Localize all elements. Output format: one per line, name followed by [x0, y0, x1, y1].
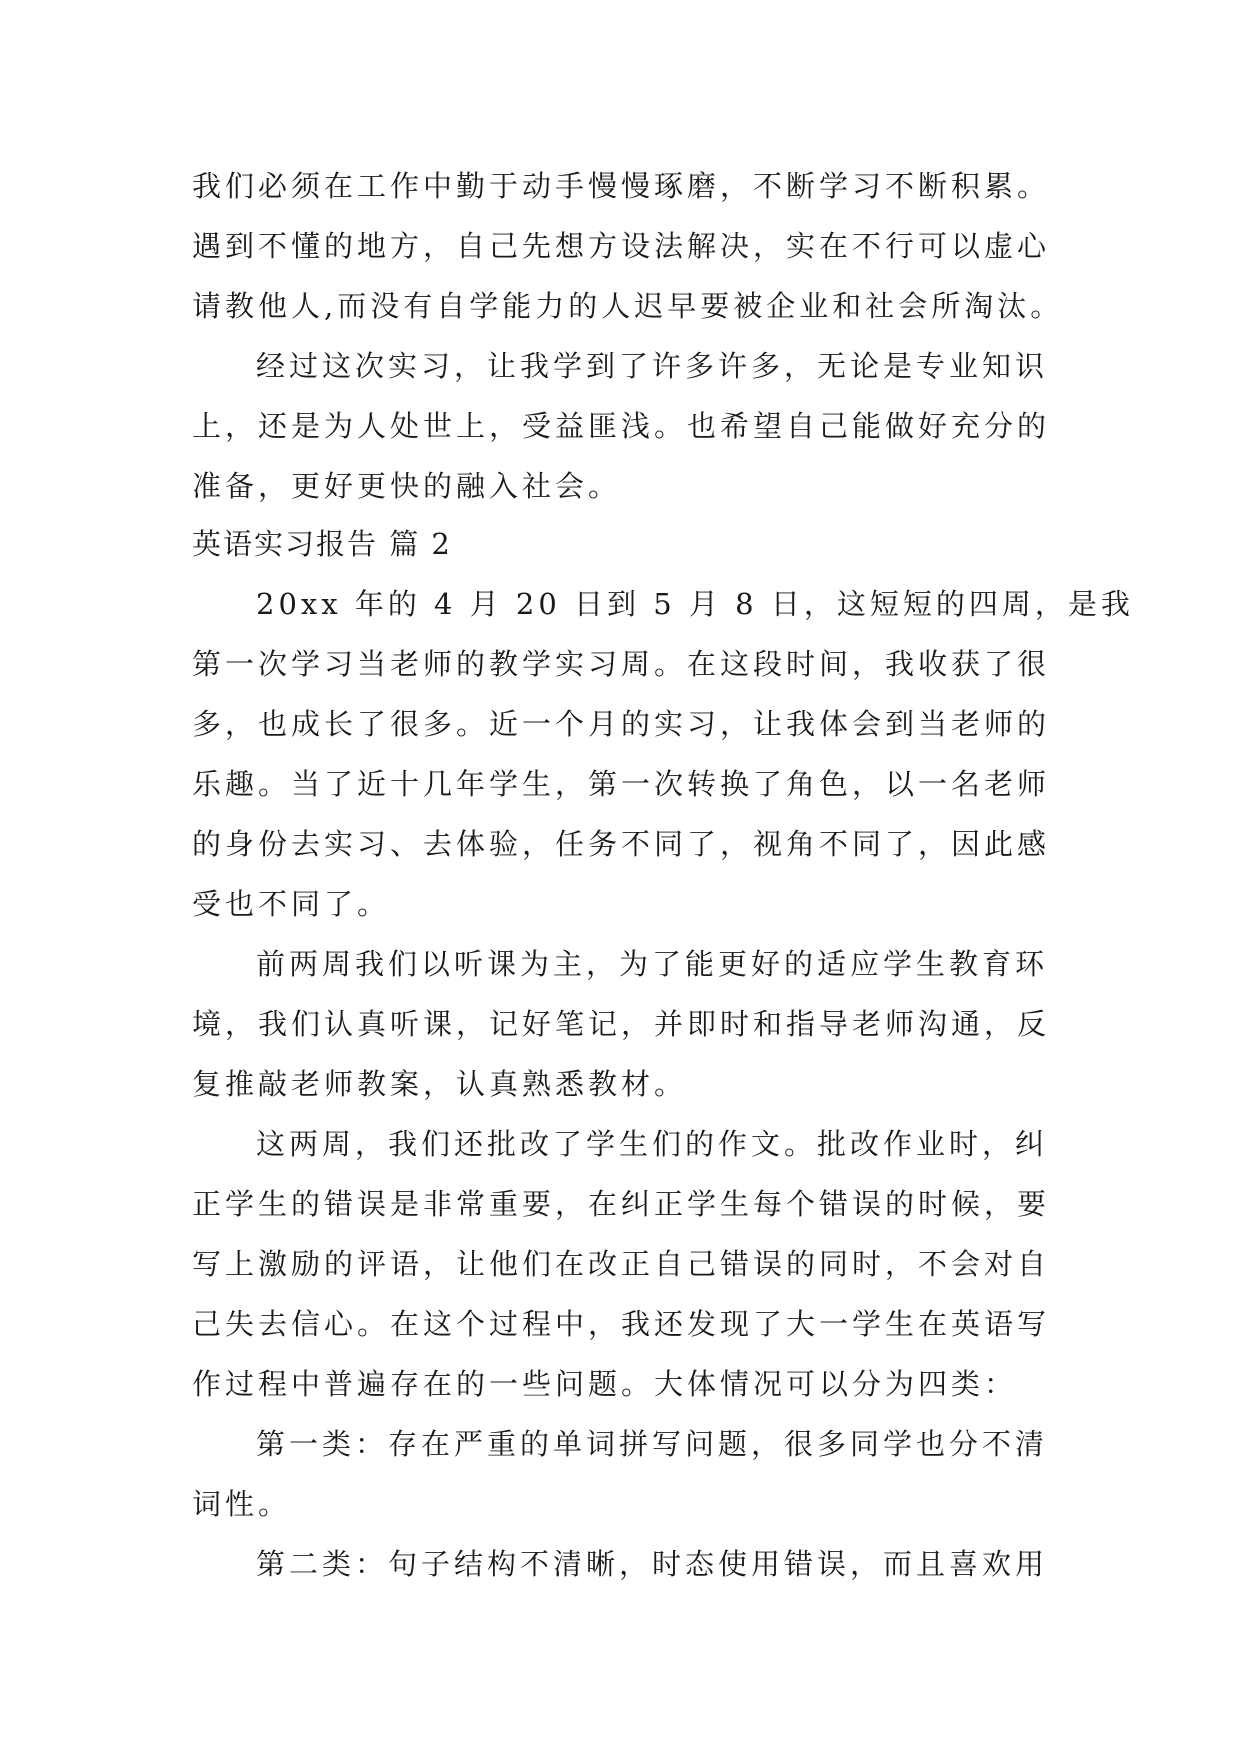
text-line: 受也不同了。: [192, 887, 391, 921]
paragraph-start-line: 经过这次实习，让我学到了许多许多，无论是专业知识: [256, 349, 1049, 383]
paragraph-start-line: 第一类：存在严重的单词拼写问题，很多同学也分不清: [256, 1427, 1049, 1461]
paragraph-start-line: 这两周，我们还批改了学生们的作文。批改作业时，纠: [256, 1127, 1049, 1161]
text-line: 上，还是为人处世上，受益匪浅。也希望自己能做好充分的: [192, 409, 1051, 443]
text-line: 准备，更好更快的融入社会。: [192, 469, 622, 503]
text-line: 请教他人,而没有自学能力的人迟早要被企业和社会所淘汰。: [192, 289, 1064, 323]
text-line: 词性。: [192, 1487, 292, 1521]
text-line: 作过程中普遍存在的一些问题。大体情况可以分为四类：: [192, 1367, 1018, 1401]
paragraph-start-line: 第二类：句子结构不清晰，时态使用错误，而且喜欢用: [256, 1547, 1049, 1581]
text-line: 己失去信心。在这个过程中，我还发现了大一学生在英语写: [192, 1307, 1051, 1341]
text-line: 的身份去实习、去体验，任务不同了，视角不同了，因此感: [192, 827, 1051, 861]
text-line: 乐趣。当了近十几年学生，第一次转换了角色，以一名老师: [192, 767, 1051, 801]
text-line: 境，我们认真听课，记好笔记，并即时和指导老师沟通，反: [192, 1007, 1051, 1041]
text-line: 正学生的错误是非常重要，在纠正学生每个错误的时候，要: [192, 1187, 1051, 1221]
text-line: 第一次学习当老师的教学实习周。在这段时间，我收获了很: [192, 647, 1051, 681]
paragraph-start-line: 前两周我们以听课为主，为了能更好的适应学生教育环: [256, 947, 1049, 981]
text-line: 多，也成长了很多。近一个月的实习，让我体会到当老师的: [192, 707, 1051, 741]
section-heading: 英语实习报告 篇 2: [192, 527, 452, 561]
text-line: 遇到不懂的地方，自己先想方设法解决，实在不行可以虚心: [192, 229, 1051, 263]
paragraph-start-line: 20xx 年的 4 月 20 日到 5 月 8 日，这短短的四周，是我: [256, 587, 1134, 621]
text-line: 写上激励的评语，让他们在改正自己错误的同时，不会对自: [192, 1247, 1051, 1281]
text-line: 我们必须在工作中勤于动手慢慢琢磨，不断学习不断积累。: [192, 169, 1051, 203]
text-line: 复推敲老师教案，认真熟悉教材。: [192, 1067, 688, 1101]
